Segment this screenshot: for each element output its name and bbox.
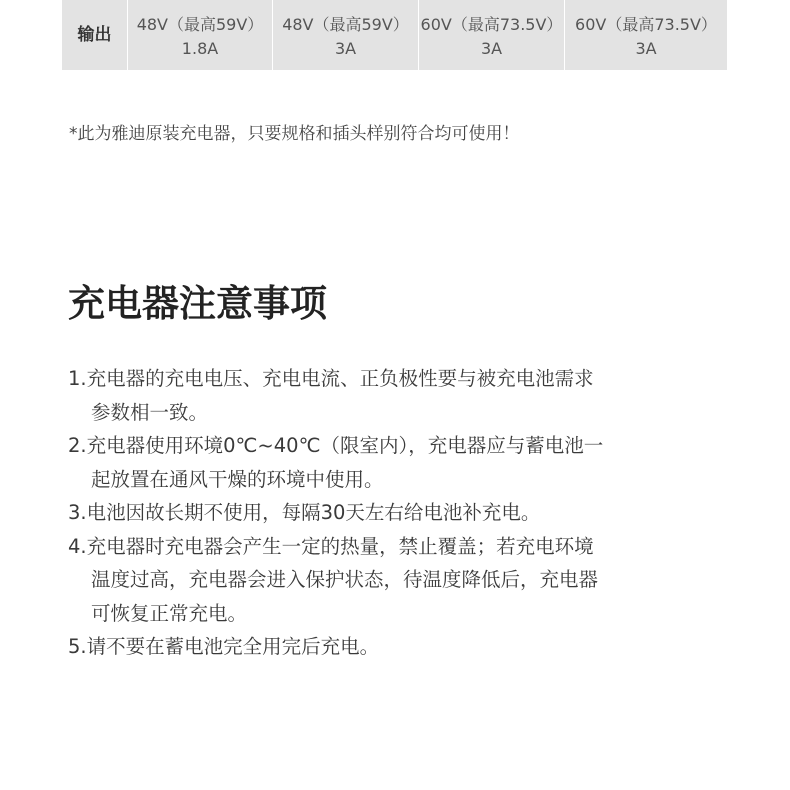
compatibility-note: *此为雅迪原装充电器，只要规格和插头样别符合均可使用！ [69,124,520,144]
table-cell [128,0,273,70]
precautions-list [68,362,748,664]
list-item [68,530,748,631]
list-item-line: 2.充电器使用环境0℃~40℃（限室内），充电器应与蓄电池一 [68,434,604,457]
cell-voltage: 48V（最高59V） [282,15,409,34]
list-item [68,429,748,496]
cell-voltage: 60V（最高73.5V） [420,15,563,34]
list-item-line: 3.电池因故长期不使用，每隔30天左右给电池补充电。 [68,501,541,524]
table-cell [273,0,419,70]
table-cell [565,0,727,70]
cell-current: 1.8A [181,39,219,58]
table-row-header: 输出 [62,0,128,70]
list-item-line: 可恢复正常充电。 [91,601,248,625]
cell-voltage: 60V（最高73.5V） [575,15,717,34]
list-item-line: 温度过高，充电器会进入保护状态，待温度降低后，充电器 [91,568,599,591]
list-item-line: 起放置在通风干燥的环境中使用。 [91,467,384,491]
list-item-line: 4.充电器时充电器会产生一定的热量，禁止覆盖；若充电环境 [68,534,594,558]
cell-current: 3A [334,39,357,58]
list-item [68,630,748,664]
cell-current: 3A [480,39,503,58]
list-item-line: 5.请不要在蓄电池完全用完后充电。 [68,635,380,658]
table-cell [419,0,565,70]
section-title: 充电器注意事项 [68,282,327,325]
spec-table [62,0,727,70]
list-item-line: 1.充电器的充电电压、充电电流、正负极性要与被充电池需求 [68,367,594,390]
list-item [68,496,748,530]
cell-current: 3A [635,39,657,58]
list-item-line: 参数相一致。 [91,400,209,424]
cell-voltage: 48V（最高59V） [136,15,264,34]
list-item [68,362,748,429]
